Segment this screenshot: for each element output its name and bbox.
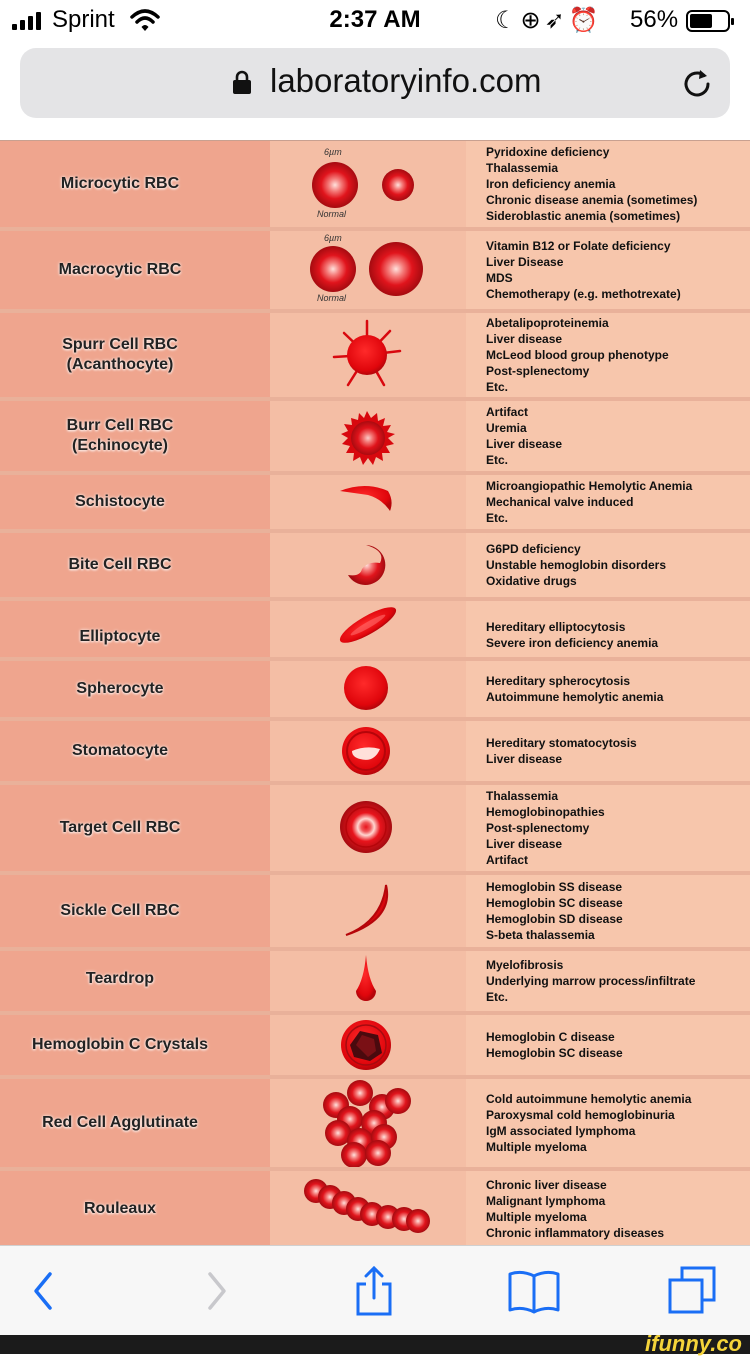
cause-item: Hemoglobin C disease bbox=[486, 1030, 615, 1044]
cause-item: Autoimmune hemolytic anemia bbox=[486, 690, 664, 704]
tabs-icon[interactable] bbox=[664, 1266, 720, 1316]
location-icon: ➶ bbox=[544, 7, 569, 34]
cause-item: Liver Disease bbox=[486, 255, 564, 269]
cause-item: Hemoglobin SC disease bbox=[486, 1046, 623, 1060]
causes-list bbox=[486, 541, 746, 589]
cause-item: Artifact bbox=[486, 853, 529, 867]
cause-item: Liver disease bbox=[486, 752, 563, 766]
row-schistocyte bbox=[0, 475, 750, 529]
row-name: Teardrop bbox=[85, 970, 155, 987]
causes-list bbox=[486, 957, 746, 1005]
row-name: Macrocytic RBC bbox=[58, 261, 182, 278]
row-name: Stomatocyte bbox=[71, 742, 169, 759]
row-bite-cell-rbc bbox=[0, 533, 750, 597]
row-spherocyte bbox=[0, 661, 750, 717]
acanthocyte-illustration bbox=[290, 313, 450, 397]
battery-percent: 56% bbox=[630, 6, 679, 33]
size-label: 6µm bbox=[324, 233, 342, 243]
cause-item: Chemotherapy (e.g. methotrexate) bbox=[486, 287, 681, 301]
cause-item: Abetalipoproteinemia bbox=[486, 316, 609, 330]
status-icons bbox=[495, 6, 603, 35]
cause-item: Hereditary stomatocytosis bbox=[486, 736, 637, 750]
row-elliptocyte bbox=[0, 601, 750, 657]
cause-item: Post-splenectomy bbox=[486, 821, 590, 835]
cause-item: Multiple myeloma bbox=[486, 1209, 587, 1224]
causes-list bbox=[486, 1091, 746, 1155]
macrocytic-cell-illustration bbox=[290, 231, 450, 309]
cause-item: Liver disease bbox=[486, 837, 563, 851]
alarm-icon: ⏰ bbox=[568, 7, 603, 34]
causes-list bbox=[486, 879, 746, 943]
cause-item: Chronic liver disease bbox=[486, 1177, 607, 1192]
cause-item: Hereditary elliptocytosis bbox=[486, 620, 626, 634]
cause-item: Etc. bbox=[486, 380, 509, 394]
cause-item: Myelofibrosis bbox=[486, 958, 564, 972]
cause-item: Chronic inflammatory diseases bbox=[486, 1225, 665, 1240]
cause-item: Thalassemia bbox=[486, 789, 559, 803]
cause-item: Uremia bbox=[486, 421, 527, 435]
spherocyte-illustration bbox=[290, 661, 450, 717]
cause-item: Liver disease bbox=[486, 437, 563, 451]
normal-label: Normal bbox=[317, 209, 347, 219]
cause-item: IgM associated lymphoma bbox=[486, 1124, 636, 1138]
cause-item: Microangiopathic Hemolytic Anemia bbox=[486, 479, 693, 493]
elliptocyte-illustration bbox=[290, 601, 450, 657]
row-macrocytic-rbc bbox=[0, 231, 750, 309]
cause-item: Severe iron deficiency anemia bbox=[486, 636, 659, 650]
cause-item: Sideroblastic anemia (sometimes) bbox=[486, 209, 681, 223]
causes-list bbox=[486, 144, 746, 224]
row-rouleaux bbox=[0, 1171, 750, 1246]
cause-item: Hemoglobinopathies bbox=[486, 805, 605, 819]
echinocyte-illustration bbox=[290, 401, 450, 471]
cause-item: Hemoglobin SC disease bbox=[486, 896, 623, 910]
cause-item: Paroxysmal cold hemoglobinuria bbox=[486, 1108, 675, 1122]
cause-item: MDS bbox=[486, 271, 513, 285]
watermark-bar bbox=[0, 1331, 750, 1356]
size-label: 6µm bbox=[324, 147, 342, 157]
cause-item: G6PD deficiency bbox=[486, 542, 581, 556]
row-name: Microcytic RBC bbox=[60, 175, 180, 192]
address-bar[interactable] bbox=[20, 48, 730, 118]
row-name: Spherocyte bbox=[76, 680, 164, 697]
browser-toolbar bbox=[0, 1245, 750, 1336]
schistocyte-illustration bbox=[290, 475, 450, 529]
row-red-cell-agglutinate bbox=[0, 1079, 750, 1167]
causes-list bbox=[486, 735, 746, 767]
row-spurr-cell-rbc bbox=[0, 313, 750, 397]
row-sickle-cell-rbc bbox=[0, 875, 750, 947]
reload-icon[interactable] bbox=[680, 66, 716, 102]
cause-item: McLeod blood group phenotype bbox=[486, 348, 669, 362]
forward-icon[interactable] bbox=[186, 1266, 242, 1316]
row-name: Burr Cell RBC (Echinocyte) bbox=[66, 417, 174, 454]
cause-item: Etc. bbox=[486, 453, 509, 467]
cause-item: Etc. bbox=[486, 990, 509, 1004]
row-name: Spurr Cell RBC (Acanthocyte) bbox=[62, 336, 178, 373]
cause-item: Multiple myeloma bbox=[486, 1140, 587, 1154]
cause-item: Underlying marrow process/infiltrate bbox=[486, 974, 696, 988]
cause-item: Thalassemia bbox=[486, 161, 559, 175]
row-name: Hemoglobin C Crystals bbox=[31, 1036, 209, 1053]
cause-item: Pyridoxine deficiency bbox=[486, 145, 610, 159]
causes-list bbox=[486, 1029, 746, 1061]
cause-item: Unstable hemoglobin disorders bbox=[486, 558, 667, 572]
cause-item: Liver disease bbox=[486, 332, 563, 346]
normal-label: Normal bbox=[317, 293, 347, 303]
row-name: Rouleaux bbox=[83, 1199, 156, 1217]
moon-icon: ☾ bbox=[495, 7, 521, 34]
cause-item: Artifact bbox=[486, 405, 529, 419]
bookmarks-icon[interactable] bbox=[506, 1266, 562, 1316]
bite-cell-illustration bbox=[290, 533, 450, 597]
causes-list bbox=[486, 478, 746, 526]
share-icon[interactable] bbox=[346, 1266, 402, 1316]
causes-list bbox=[486, 619, 746, 651]
cause-item: Post-splenectomy bbox=[486, 364, 590, 378]
cause-item: Mechanical valve induced bbox=[486, 495, 634, 509]
status-bar bbox=[0, 0, 750, 42]
cause-item: Etc. bbox=[486, 511, 509, 525]
cause-item: Hemoglobin SS disease bbox=[486, 880, 623, 894]
row-stomatocyte bbox=[0, 721, 750, 781]
row-hemoglobin-c-crystals bbox=[0, 1015, 750, 1075]
url-text[interactable]: laboratoryinfo.com bbox=[270, 62, 542, 99]
rouleaux-illustration bbox=[290, 1171, 450, 1246]
cause-item: Chronic disease anemia (sometimes) bbox=[486, 193, 698, 207]
causes-list bbox=[486, 404, 746, 468]
cause-item: Oxidative drugs bbox=[486, 574, 577, 588]
hbc-crystal-illustration bbox=[290, 1015, 450, 1075]
cause-item: Hereditary spherocytosis bbox=[486, 674, 631, 688]
stomatocyte-illustration bbox=[290, 721, 450, 781]
row-target-cell-rbc bbox=[0, 785, 750, 871]
cause-item: Cold autoimmune hemolytic anemia bbox=[486, 1092, 692, 1106]
cause-item: Hemoglobin SD disease bbox=[486, 912, 623, 926]
carrier-name: Sprint bbox=[52, 6, 115, 33]
lock-icon bbox=[232, 70, 252, 94]
teardrop-cell-illustration bbox=[290, 951, 450, 1011]
cause-item: Iron deficiency anemia bbox=[486, 177, 616, 191]
row-name: Elliptocyte bbox=[79, 628, 161, 645]
row-burr-cell-rbc bbox=[0, 401, 750, 471]
sickle-cell-illustration bbox=[290, 875, 450, 947]
causes-list bbox=[486, 315, 746, 395]
ifunny-watermark: ifunny.co bbox=[645, 1331, 742, 1356]
row-name: Schistocyte bbox=[75, 493, 165, 510]
microcytic-cell-illustration bbox=[290, 141, 450, 227]
causes-list bbox=[486, 673, 746, 705]
row-name: Target Cell RBC bbox=[59, 819, 181, 836]
back-icon[interactable] bbox=[18, 1266, 74, 1316]
row-name: Red Cell Agglutinate bbox=[42, 1114, 198, 1131]
rotation-lock-icon: ⊕ bbox=[520, 7, 545, 34]
row-name: Sickle Cell RBC bbox=[60, 902, 180, 919]
causes-list bbox=[486, 238, 746, 302]
row-teardrop bbox=[0, 951, 750, 1011]
cause-item: Malignant lymphoma bbox=[486, 1193, 606, 1208]
causes-list bbox=[486, 1177, 746, 1241]
causes-list bbox=[486, 788, 746, 868]
target-cell-illustration bbox=[290, 785, 450, 871]
cause-item: S-beta thalassemia bbox=[486, 928, 595, 942]
row-microcytic-rbc bbox=[0, 141, 750, 227]
rbc-morphology-chart bbox=[0, 140, 750, 1246]
row-name: Bite Cell RBC bbox=[68, 556, 172, 573]
battery-icon bbox=[686, 10, 730, 32]
cause-item: Vitamin B12 or Folate deficiency bbox=[486, 239, 671, 253]
clock-time: 2:37 AM bbox=[329, 6, 421, 33]
agglutinate-illustration bbox=[290, 1079, 450, 1167]
